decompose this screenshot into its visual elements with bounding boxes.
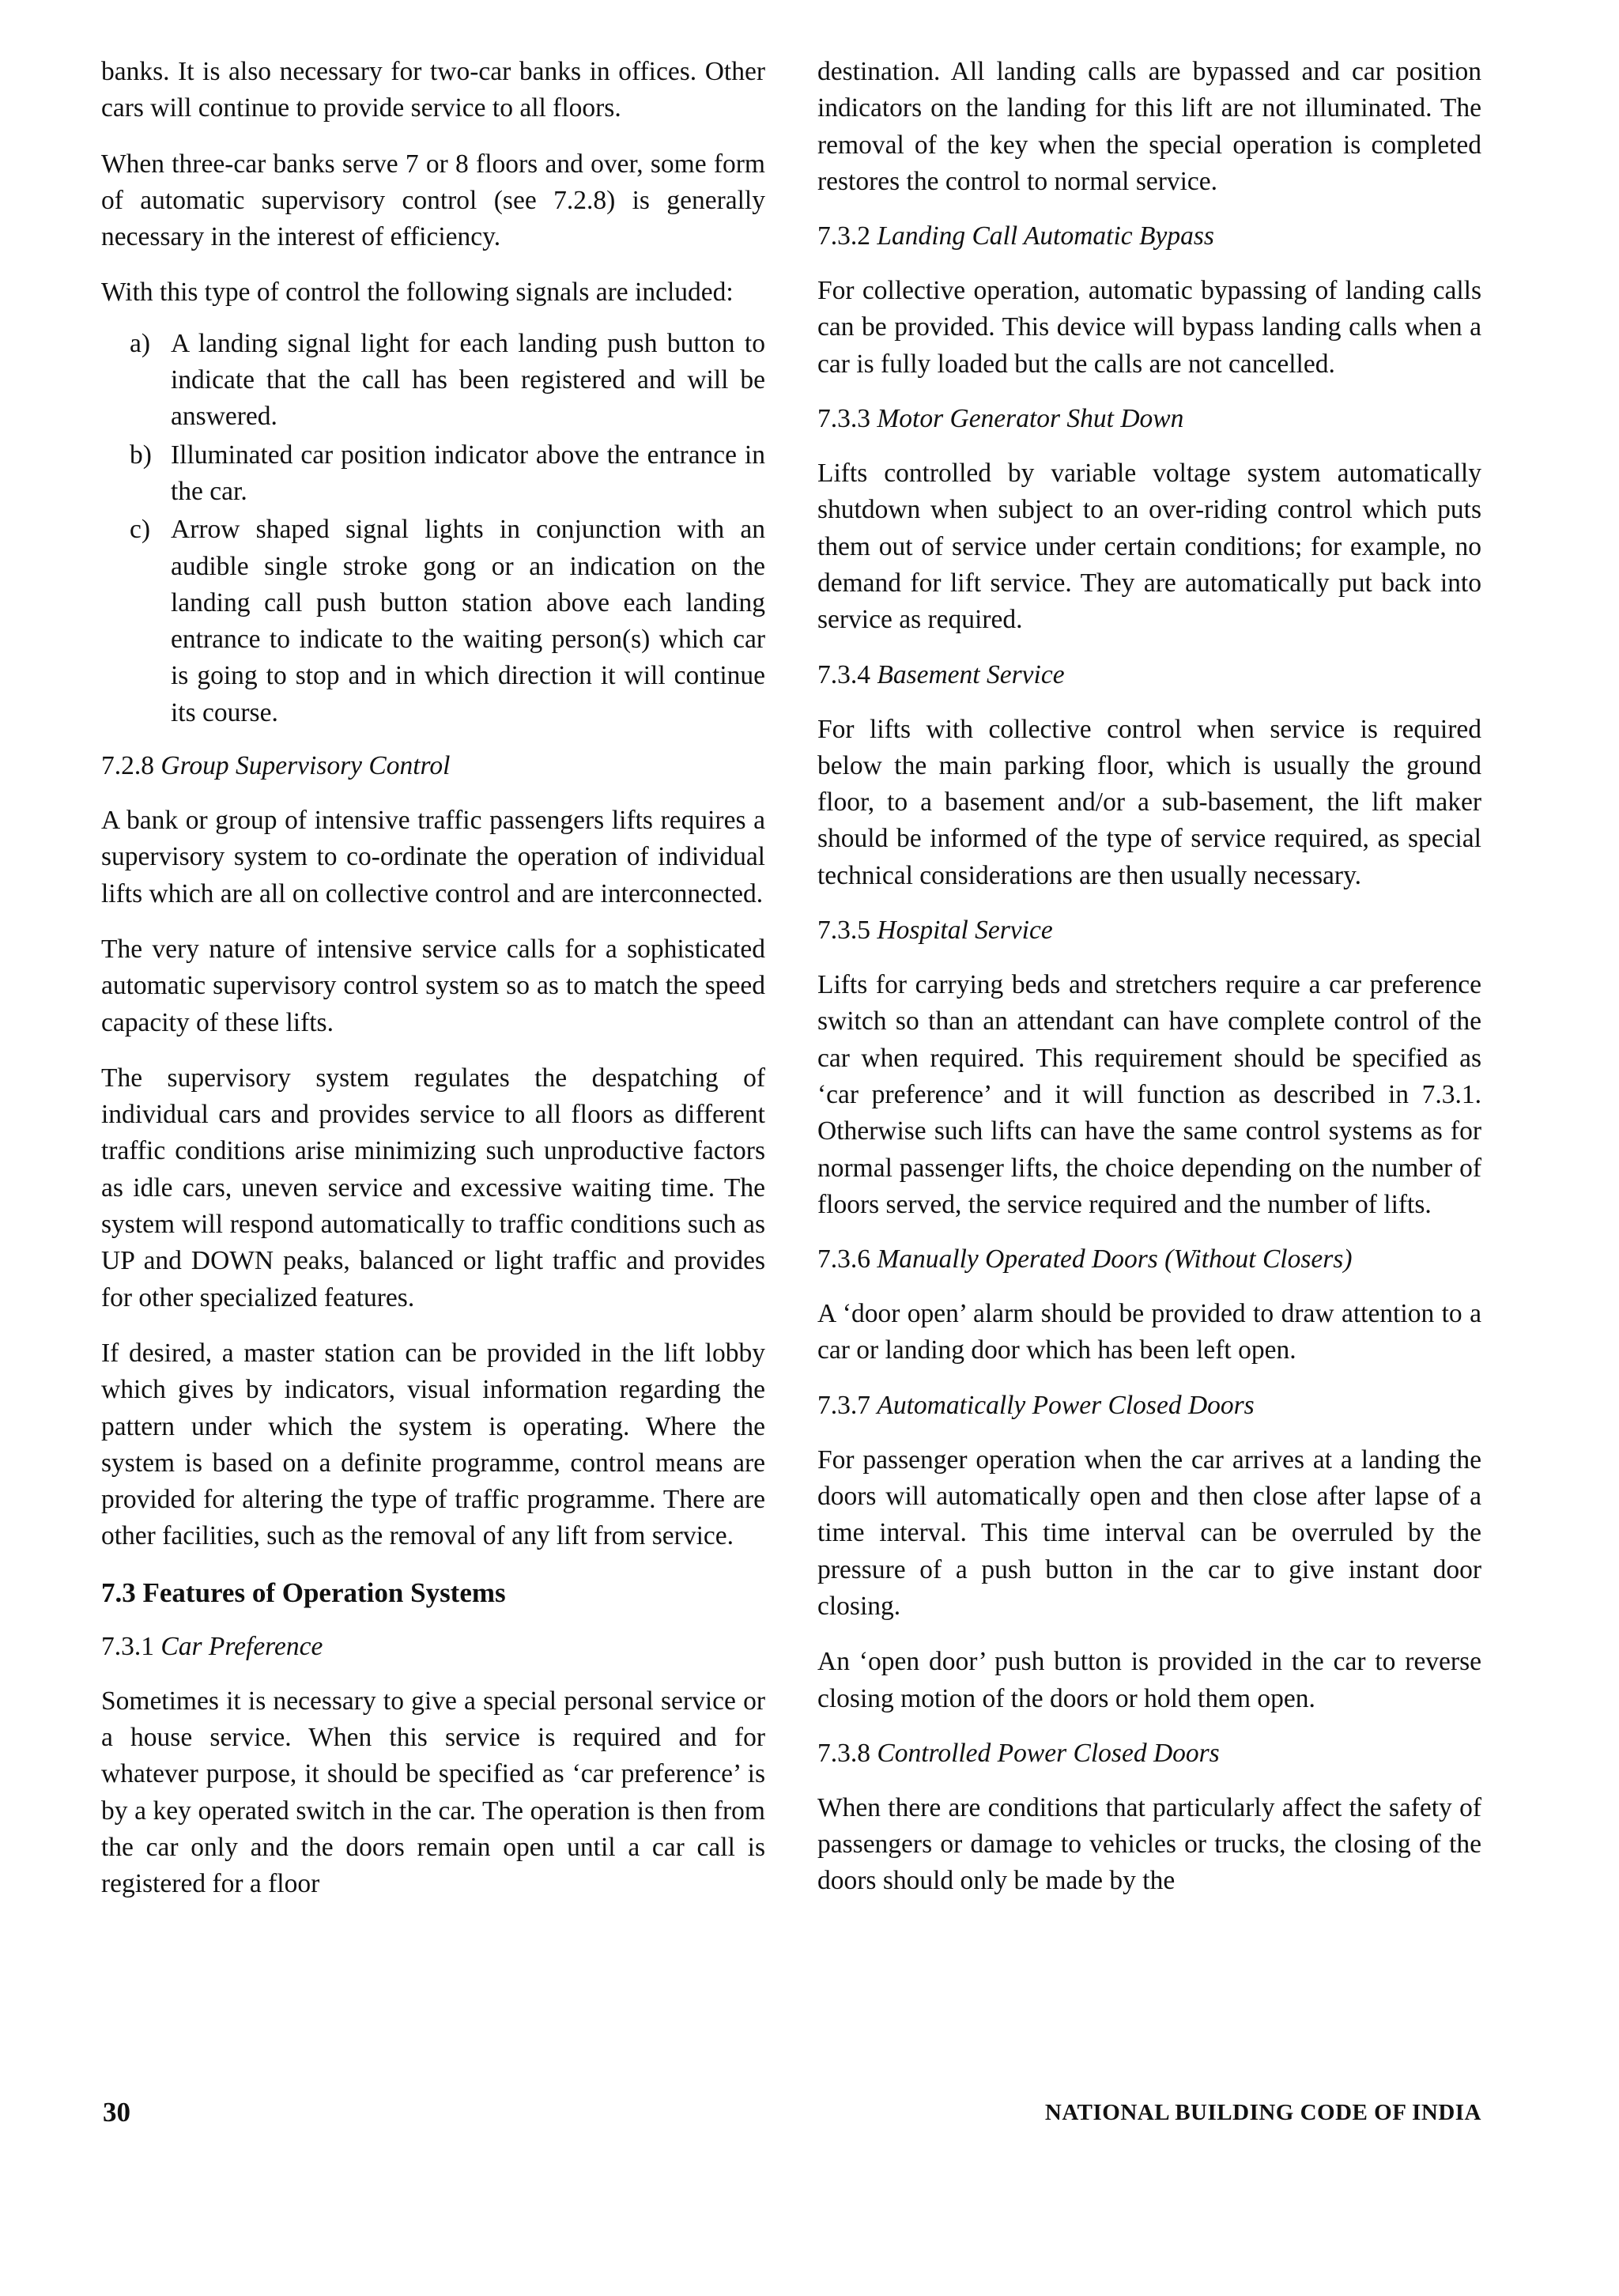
list-item-label: b) bbox=[130, 440, 152, 470]
clause-title: Car Preference bbox=[160, 1631, 323, 1661]
list-item bbox=[101, 512, 765, 731]
right-column bbox=[817, 54, 1481, 1919]
clause-heading bbox=[101, 1629, 765, 1664]
paragraph: For passenger operation when the car arrives at a landing the doors will automatically open and then close after lapse of a time interval. This time interval can be overruled by the pressure of a push button in the car to give instant door closing. bbox=[817, 1444, 1481, 1621]
clause-title: Manually Operated Doors (Without Closers) bbox=[877, 1244, 1353, 1275]
left-column bbox=[101, 54, 765, 1921]
clause-number: 7.3.8 bbox=[817, 1738, 870, 1768]
clause-number: 7.3.4 bbox=[817, 659, 870, 689]
paragraph: destination. All landing calls are bypassed and car position indicators on the landing for this lift are not illuminated. The removal of the key when the special operation is completed restores the control to normal service. bbox=[817, 57, 1481, 196]
paragraph: banks. It is also necessary for two-car banks in offices. Other cars will continue to provide service to all floors. bbox=[101, 57, 765, 123]
clause-number: 7.2.8 bbox=[101, 751, 154, 781]
list-item-label: a) bbox=[130, 328, 151, 358]
list-item-text: Arrow shaped signal lights in conjunction with an audible single stroke gong or an indication on the landing call push button station above each landing entrance to indicate to the waiting person(s) which car is going to stop and in which direction it will continue its course. bbox=[171, 515, 765, 727]
paragraph: Lifts for carrying beds and stretchers require a car preference switch so than an attendant can have complete control of the car when required. This requirement should be specified as ‘car preference’ and it will function as described in 7.3.1. Otherwise such lifts can have the same control systems as for normal passenger lifts, the choice depending on the number of floors served, the service required and the number of lifts. bbox=[817, 970, 1481, 1219]
paragraph: A ‘door open’ alarm should be provided to draw attention to a car or landing door which has been left open. bbox=[817, 1299, 1481, 1365]
page-number: 30 bbox=[103, 2097, 130, 2128]
publication-title: NATIONAL BUILDING CODE OF INDIA bbox=[1044, 2100, 1481, 2125]
clause-title: Landing Call Automatic Bypass bbox=[877, 221, 1214, 251]
list-item-text: Illuminated car position indicator above the entrance in the car. bbox=[171, 440, 765, 506]
paragraph: An ‘open door’ push button is provided in the car to reverse closing motion of the doors or hold them open. bbox=[817, 1647, 1481, 1713]
clause-heading bbox=[817, 1736, 1481, 1771]
clause-heading bbox=[817, 913, 1481, 948]
paragraph: The very nature of intensive service calls for a sophisticated automatic supervisory control system so as to match the speed capacity of these lifts. bbox=[101, 934, 765, 1037]
paragraph: With this type of control the following signals are included: bbox=[101, 278, 734, 308]
clause-heading bbox=[101, 749, 765, 784]
clause-number: 7.3.5 bbox=[817, 916, 870, 946]
clause-heading bbox=[817, 1388, 1481, 1423]
paragraph: When there are conditions that particularly affect the safety of passengers or damage to vehicles or trucks, the closing of the doors should only be made by the bbox=[817, 1792, 1481, 1896]
paragraph: When three-car banks serve 7 or 8 floors and over, some form of automatic supervisory control (see 7.2.8) is generally necessary in the interest of efficiency. bbox=[101, 149, 765, 252]
clause-number: 7.3.1 bbox=[101, 1631, 154, 1661]
paragraph: A bank or group of intensive traffic passengers lifts requires a supervisory system to co-ordinate the operation of individual lifts which are all on collective control and are interconnected. bbox=[101, 806, 765, 908]
paragraph: Lifts controlled by variable voltage system automatically shutdown when subject to an over-riding control which puts them out of service under certain conditions; for example, no demand for lift service. They are automatically put back into service as required. bbox=[817, 459, 1481, 635]
clause-title: Motor Generator Shut Down bbox=[877, 404, 1184, 434]
paragraph: If desired, a master station can be provided in the lift lobby which gives by indicators, visual information regarding the pattern under which the system is operating. Where the system is based on a definite programme, control means are provided for altering the type of traffic programme. There are other facilities, such as the removal of any lift from service. bbox=[101, 1338, 765, 1551]
paragraph: For lifts with collective control when service is required below the main parking floor, which is usually the ground floor, to a basement and/or a sub-basement, the lift maker should be informed of the type of service required, as special technical considerations are then usually necessary. bbox=[817, 714, 1481, 890]
paragraph: For collective operation, automatic bypassing of landing calls can be provided. This device will bypass landing calls when a car is fully loaded but the calls are not cancelled. bbox=[817, 276, 1481, 379]
list-item bbox=[101, 326, 765, 436]
paragraph: The supervisory system regulates the despatching of individual cars and provides service to all floors as different traffic conditions arise minimizing such unproductive factors as idle cars, uneven service and excessive waiting time. The system will respond automatically to traffic conditions such as UP and DOWN peaks, balanced or light traffic and provides for other specialized features. bbox=[101, 1063, 765, 1312]
clause-title: Group Supervisory Control bbox=[160, 751, 451, 781]
list-item-text: A landing signal light for each landing push button to indicate that the call has been registered and will be answered. bbox=[171, 328, 765, 432]
clause-title: Hospital Service bbox=[877, 916, 1053, 946]
clause-title: Basement Service bbox=[877, 659, 1065, 689]
clause-number: 7.3.7 bbox=[817, 1390, 870, 1420]
clause-heading bbox=[817, 658, 1481, 693]
section-heading: 7.3 Features of Operation Systems bbox=[101, 1577, 506, 1608]
clause-heading bbox=[817, 402, 1481, 436]
clause-heading bbox=[817, 219, 1481, 254]
paragraph: Sometimes it is necessary to give a special personal service or a house service. When this service is required and for whatever purpose, it should be specified as ‘car preference’ is by a key operated switch in the car. The operation is then from the car only and the doors remain open until a car call is registered for a floor bbox=[101, 1686, 765, 1899]
clause-number: 7.3.6 bbox=[817, 1244, 870, 1275]
list-item-label: c) bbox=[130, 515, 151, 545]
clause-title: Controlled Power Closed Doors bbox=[877, 1738, 1220, 1768]
clause-heading bbox=[817, 1242, 1481, 1277]
signal-list bbox=[101, 326, 765, 731]
clause-number: 7.3.3 bbox=[817, 404, 870, 434]
clause-title: Automatically Power Closed Doors bbox=[877, 1390, 1255, 1420]
list-item bbox=[101, 437, 765, 511]
clause-number: 7.3.2 bbox=[817, 221, 870, 251]
